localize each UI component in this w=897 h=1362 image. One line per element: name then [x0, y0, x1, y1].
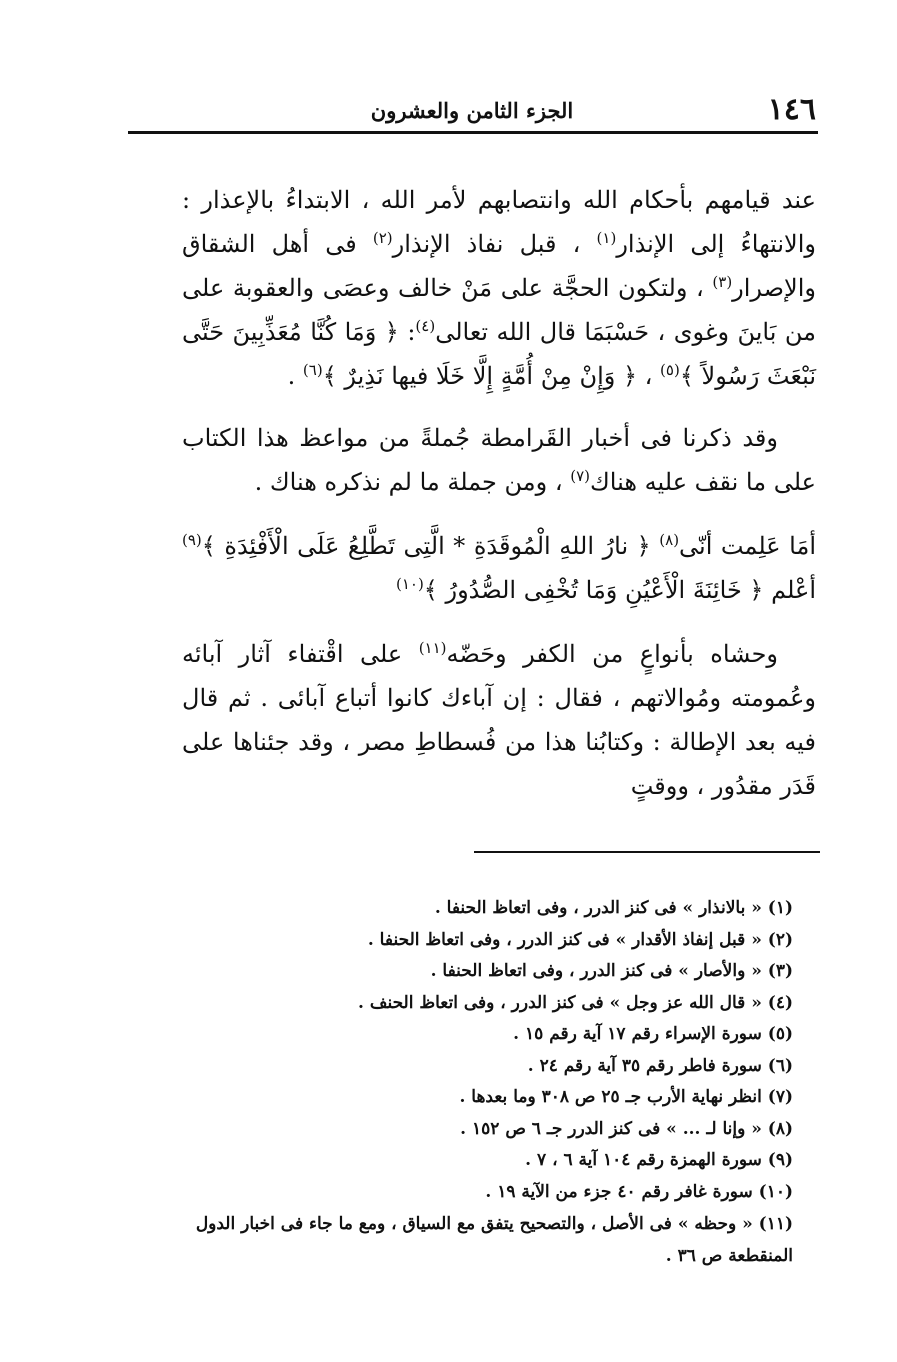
text-run: وحشاه بأنواعٍ من الكفر وحَضّه: [446, 640, 778, 668]
footnote-ref: (١١): [418, 639, 447, 657]
footnote-ref: (٨): [659, 531, 680, 549]
footnote-3: (٣) « والأصار » فى كنز الدرر ، وفى اتعاظ الحنفا .: [430, 961, 793, 981]
quran-verse: ﴿ نارُ اللهِ الْمُوقَدَةِ * الَّتِى تَطَّلِعُ عَلَى الْأَفْئِدَةِ ﴾: [201, 532, 660, 560]
running-title: الجزء الثامن والعشرون: [370, 98, 574, 123]
text-run: أمَا عَلِمت أنّى: [679, 532, 816, 560]
footnote-7: (٧) انظر نهاية الأرب جـ ٢٥ ص ٣٠٨ وما بعدها .: [459, 1087, 793, 1107]
footnote-2: (٢) « قبل إنفاذ الأقدار » فى كنز الدرر ، وفى اتعاظ الحنفا .: [367, 929, 793, 950]
footnote-ref: (٦): [302, 361, 323, 379]
text-run: ، ومن جملة ما لم نذكره هناك .: [254, 468, 571, 496]
paragraph-4: [182, 632, 816, 808]
text-run: وقد ذكرنا فى أخبار القَرامطة جُملةً من مواعظ هذا الكتاب على ما نقف عليه هناك: [182, 424, 816, 496]
footnote-11: (١١) « وحظه » فى الأصل ، والتصحيح يتفق مع السياق ، ومع ما جاء فى اخبار الدول المنقطعة ص ٣٦ .: [195, 1214, 793, 1266]
footnote-ref: (٢): [372, 229, 393, 247]
quran-verse: ، ﴿ وَإِنْ مِنْ أُمَّةٍ إِلَّا خَلَا فيها نَذِيرٌ ﴾: [322, 362, 661, 390]
paragraph-2: [182, 416, 816, 504]
text-run: عند قيامهم بأحكام الله وانتصابهم لأمر الله ، الابتداءُ بالإعذار : والانتهاءُ إلى الإنذار: [182, 186, 817, 258]
footnote-5: (٥) سورة الإسراء رقم ١٧ آية رقم ١٥ .: [513, 1024, 793, 1044]
main-text: [182, 178, 816, 808]
text-run: .: [287, 362, 303, 390]
footnote-10: (١٠) سورة غافر رقم ٤٠ جزء من الآية ١٩ .: [485, 1181, 793, 1202]
page-number: ١٤٦: [767, 92, 816, 127]
text-run: على اقْتفاء آثار آبائه وعُمومته ومُوالاتهم ، فقال : إن آباءك كانوا أتباع آبائى . ثم قال فيه بعد الإطالة : وكتابُنا هذا من فُسطاطِ مصر ، وقد جئناها على قَدَر مقدُور ، ووقتٍ: [182, 640, 816, 800]
footnote-ref: (٩): [182, 531, 202, 549]
paragraph-1: [182, 178, 816, 398]
footnote-1: (١) « بالانذار » فى كنز الدرر ، وفى اتعاظ الحنفا .: [434, 898, 793, 918]
footnote-ref: (١): [596, 229, 617, 247]
header-rule: [128, 131, 818, 134]
text-run: ، قبل نفاذ الإنذار: [392, 230, 597, 258]
quran-verse: أعْلم ﴿ خَائِنَةَ الْأَعْيُنِ وَمَا تُخْفِى الصُّدُورُ ﴾: [423, 576, 816, 604]
text-run: ، ولتكون الحجَّة على مَنْ خالف وعصَى والعقوبة على من بَاينَ وغوى ، حَسْبَمَا قال الله تعالى: [182, 274, 816, 346]
footnote-8: (٨) « وإنا لـ ... » فى كنز الدرر جـ ٦ ص ١٥٢ .: [460, 1118, 793, 1139]
footnote-ref: (٥): [660, 361, 680, 379]
page-header: [128, 92, 816, 128]
footnote-rule: [474, 851, 820, 853]
footnote-ref: (١٠): [395, 575, 424, 593]
footnote-ref: (٣): [712, 273, 733, 291]
footnote-9: (٩) سورة الهمزة رقم ١٠٤ آية ٦ ، ٧ .: [525, 1150, 793, 1170]
footnote-4: (٤) « قال الله عز وجل » فى كنز الدرر ، وفى اتعاظ الحنف .: [358, 992, 793, 1013]
footnote-ref: (٤): [415, 317, 436, 335]
paragraph-3: [182, 524, 816, 612]
footnotes: [150, 893, 793, 1272]
footnote-ref: (٧): [570, 467, 591, 485]
quran-verse: : ﴿ وَمَا كُنَّا مُعَذِّبِينَ حَتَّى نَبْعَثَ رَسُولاً ﴾: [182, 318, 816, 390]
footnote-6: (٦) سورة فاطر رقم ٣٥ آية رقم ٢٤ .: [527, 1055, 793, 1076]
text-run: فى أهل الشقاق والإصرار: [182, 230, 816, 302]
